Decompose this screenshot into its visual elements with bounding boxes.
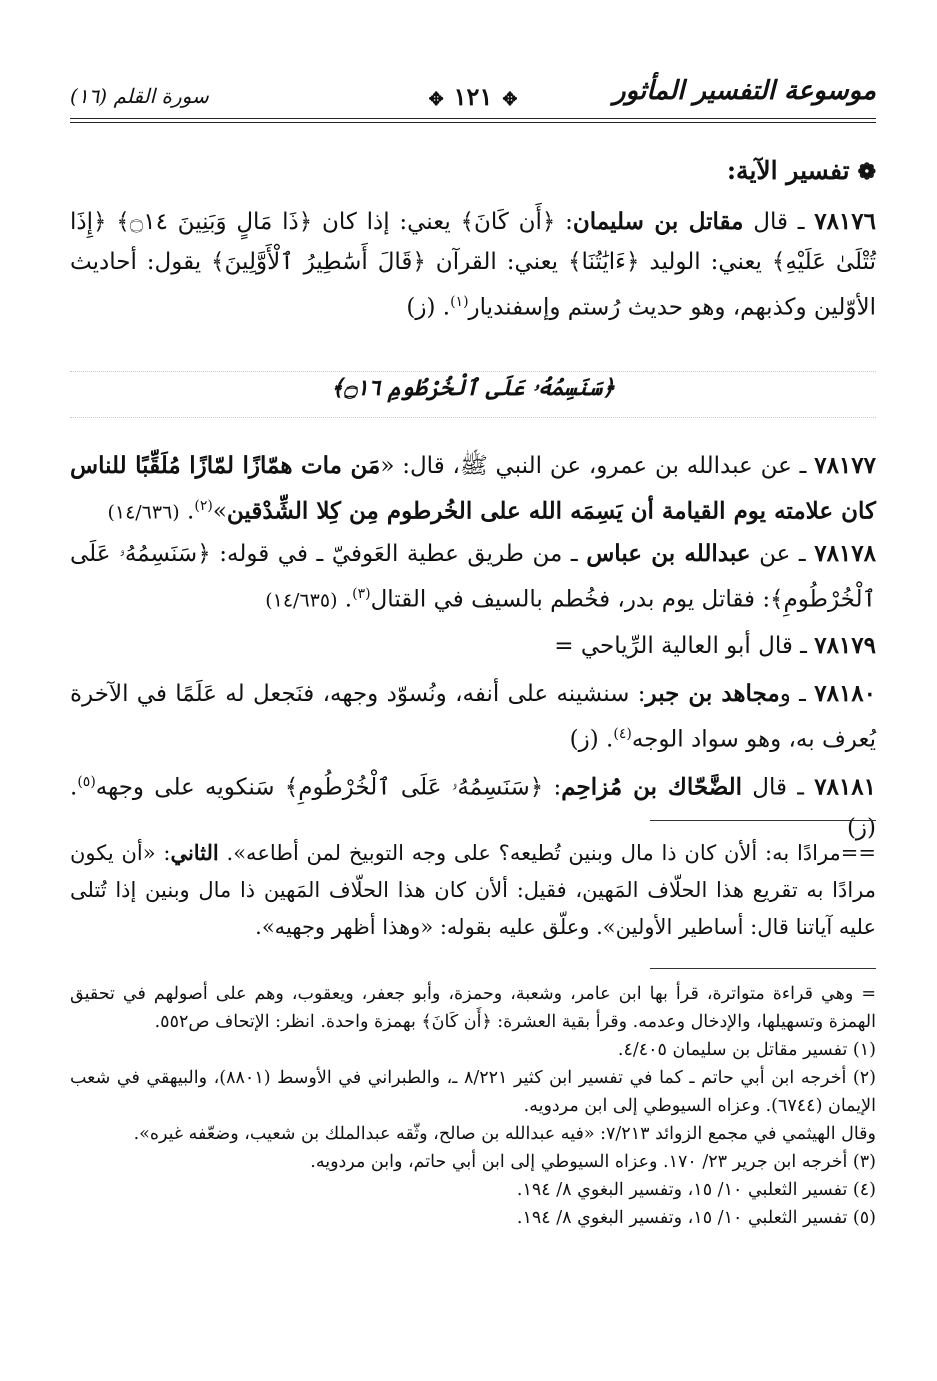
entry-text: » [212,498,227,525]
entry-sep: ـ قال [743,209,815,235]
entry-speaker: عبدالله بن عباس [586,540,751,567]
entry-speaker: مقاتل بن سليمان [572,208,744,235]
entry-speaker: مجاهد بن جبر [645,680,780,707]
entry-text: = [554,633,581,659]
footnote-ref: (٥) [77,774,96,790]
entry-78177 [70,446,876,533]
entry-number: ٧٨١٧٩ [814,632,876,659]
note-text: ==مرادًا به: ألأن كان ذا مال وبنين تُطيعه؟ على وجه التوبيخ لمن أطاعه». [218,841,877,865]
entry-text: ـ و [779,681,815,707]
entry-text: ـ قال [750,633,815,659]
ornament-icon: ✥ [502,89,518,110]
hadith-text: مَن مات همّازًا لمّازًا مُلَقِّبًا للناس كان علامته يوم القيامة أن يَسِمَه الله على الخُرطوم مِن كِلا الشِّدْقين [70,452,876,525]
entry-text: ـ قال [742,774,815,801]
flower-ornament-icon: ❁ [857,159,876,185]
page-header [70,70,876,120]
entry-tail: . (ز) [406,294,451,321]
entry-number: ٧٨١٧٨ [814,540,876,567]
volume-ref: (١٤/٦٣٥) [265,589,338,612]
notes-separator [650,820,876,821]
footnote-ref: (١) [450,294,469,310]
entry-number: ٧٨١٧٦ [814,208,876,235]
note-text: : «أن يكون مرادًا به تقريع هذا الحلّاف المَهين، فقيل: ألأن كان هذا الحلّاف المَهين ذا مال وبنين إذا تُتلى عليه آياتنا قال: أساطير الأولين». وعلّق عليه بقوله: «وهذا أظهر وجهيه». [70,841,876,939]
entry-text: ـ عن [750,541,815,567]
continued-note [70,834,876,946]
entry-text: ـ من طريق عطية العَوفيّ ـ في قوله: ﴿سَنَسِمُهُۥ عَلَى ٱلْخُرْطُومِ﴾: فقاتل يوم بدر، فخُطم بالسيف في القتال [70,541,876,613]
footnotes-separator [650,968,876,969]
verse-band [70,365,876,425]
entry-tail: . (ز) [569,726,614,753]
entry-tail: . [337,586,353,613]
surah-name: سورة القلم (١٦) [70,84,209,108]
entry-78178 [70,534,876,621]
ornament-icon: ✥ [428,89,444,110]
entry-text: : سنشينه على أنفه، ونُسوّد وجهه، فنَجعل له عَلَمًا في الآخرة يُعرف به، وهو سواد الوجه [70,681,876,753]
section-title-text: تفسير الآية: [726,156,850,185]
footnote: (١) تفسير مقاتل بن سليمان ٤/٤٠٥. [617,1040,876,1060]
entry-number: ٧٨١٧٧ [814,452,876,479]
footnote-ref: (٢) [194,498,213,514]
header-rule [70,118,876,119]
verse-text: ﴿سَنَسِمُهُۥ عَلَى ٱلْخُرْطُومِ ۝١٦﴾ [330,375,616,401]
entry-number: ٧٨١٨٠ [814,680,877,707]
entry-tail: . [179,498,195,525]
footnote: وقال الهيثمي في مجمع الزوائد ٧/٢١٣: «فيه عبدالله بن صالح، وثّقه عبدالملك بن شعيب، وضعّفه غيره». [133,1124,876,1144]
header-rule-thin [70,122,876,123]
entry-tail: . (ز) [70,774,876,841]
footnotes [70,980,876,1232]
footnote: = وهي قراءة متواترة، قرأ بها ابن عامر، وشعبة، وحمزة، وأبو جعفر، ويعقوب، وهم على أصولهم في تحقيق الهمزة وتسهيلها، والإدخال وعدمه. وقرأ بقية العشرة: ﴿أَن كَانَ﴾ بهمزة واحدة. انظر: الإتحاف ص٥٥٢. [70,984,876,1032]
entry-speaker: الضَّحّاك بن مُزاحِم [561,773,743,801]
footnote-ref: (٣) [352,586,371,602]
book-title: موسوعة التفسير المأثور [613,76,876,106]
entry-78176 [70,202,876,328]
footnote: (٤) تفسير الثعلبي ١٠/ ١٥، وتفسير البغوي ٨/ ١٩٤. [516,1180,876,1200]
footnote: (٣) أخرجه ابن جرير ٢٣/ ١٧٠. وعزاه السيوطي إلى ابن أبي حاتم، وابن مردويه. [310,1152,876,1172]
footnote-ref: (٤) [613,726,632,742]
footnote: (٢) أخرجه ابن أبي حاتم ـ كما في تفسير ابن كثير ٨/٢٢١ ـ، والطبراني في الأوسط (٨٨٠١)، والبيهقي في شعب الإيمان (٦٧٤٤). وعزاه السيوطي إلى ابن مردويه. [70,1068,876,1116]
note-strong: الثاني [170,840,219,865]
volume-ref: (١٤/٦٣٦) [107,501,180,524]
page-number: ١٢١ [453,82,493,111]
entry-78180 [70,674,876,760]
entry-78179 [70,626,876,666]
entry-speaker: أبو العالية الرِّياحي [580,633,751,659]
section-title [727,156,876,185]
entry-number: ٧٨١٨١ [814,773,876,801]
entry-text: : ﴿سَنَسِمُهُۥ عَلَى ٱلْخُرْطُومِ﴾ سَنكويه على وجهه [95,774,562,801]
entry-text: ـ عن عبدالله بن عمرو، عن النبي ﷺ، قال: « [380,453,815,479]
entry-text: : ﴿أَن كَانَ﴾ يعني: إذا كان ﴿ذَا مَالٍ وَبَنِينَ ۝١٤﴾ ﴿إِذَا تُتْلَىٰ عَلَيْهِ﴾ يعني: الوليد ﴿ءَايَٰتُنَا﴾ يعني: القرآن ﴿قَالَ أَسَٰطِيرُ ٱلْأَوَّلِينَ﴾ يقول: أحاديث الأوّلين وكذبهم، وهو حديث رُستم وإسفنديار [70,209,876,321]
footnote: (٥) تفسير الثعلبي ١٠/ ١٥، وتفسير البغوي ٨/ ١٩٤. [516,1208,876,1228]
